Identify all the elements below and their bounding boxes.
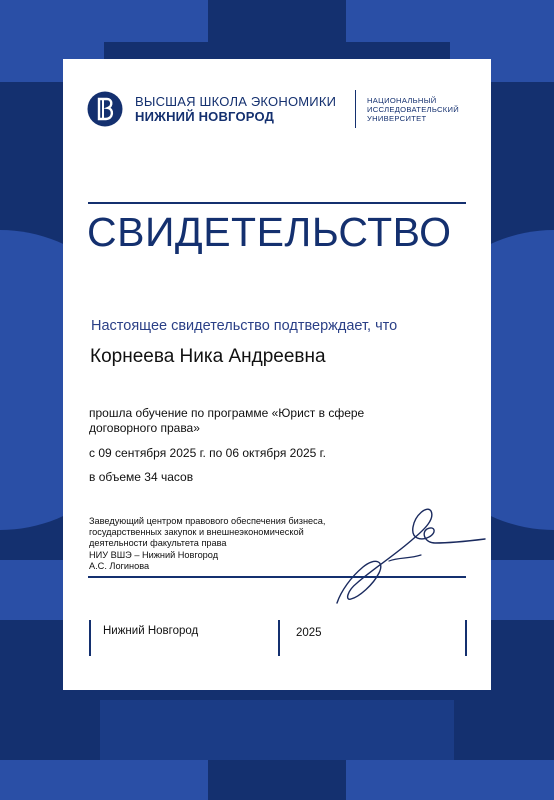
study-dates: с 09 сентября 2025 г. по 06 октября 2025 г. [89,446,326,460]
signature-divider [88,576,466,578]
footer-year: 2025 [296,627,322,639]
status-line1: НАЦИОНАЛЬНЫЙ [367,96,437,105]
status-line2: ИССЛЕДОВАТЕЛЬСКИЙ [367,105,459,114]
footer-bar-right [465,620,467,656]
university-status [367,96,459,123]
footer-bar-middle [278,620,280,656]
footer-bar-left [89,620,91,656]
signatory-line1: Заведующий центром правового обеспечения бизнеса, [89,516,326,526]
certificate-sheet [63,59,491,690]
certificate-lead-text: Настоящее свидетельство подтверждает, что [91,318,398,334]
title-divider [88,202,466,204]
signatory-name: А.С. Логинова [89,560,150,571]
recipient-name: Корнеева Ника Андреевна [90,346,326,367]
header-separator [355,90,356,128]
university-name-line1: ВЫСШАЯ ШКОЛА ЭКОНОМИКИ [135,94,337,109]
signatory-line4: НИУ ВШЭ – Нижний Новгород [89,549,219,560]
program-text: прошла обучение по программе «Юрист в сфере договорного права» [89,406,365,435]
signatory-line2: государственных закупок и внешнеэкономической [89,527,304,538]
study-volume: в объеме 34 часов [89,470,194,484]
hse-logo-icon [87,91,123,127]
certificate-title: СВИДЕТЕЛЬСТВО [87,209,452,255]
university-name [135,94,336,124]
university-name-line2: НИЖНИЙ НОВГОРОД [135,109,275,124]
footer-city: Нижний Новгород [103,625,199,637]
signatory-line3: деятельности факультета права [89,538,227,549]
handwritten-signature [329,499,489,609]
status-line3: УНИВЕРСИТЕТ [367,114,427,123]
